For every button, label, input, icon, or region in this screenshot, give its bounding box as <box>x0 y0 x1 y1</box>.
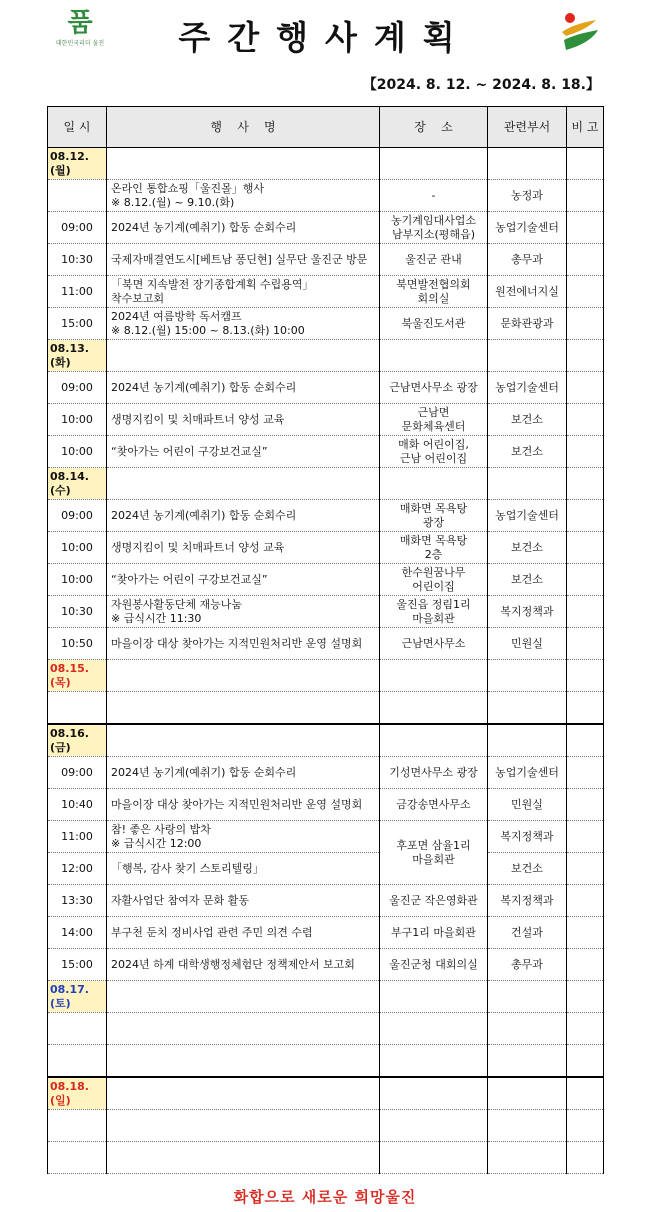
event-time: 10:40 <box>48 789 107 821</box>
event-time: 09:00 <box>48 372 107 404</box>
day-header-row <box>48 981 604 1013</box>
empty-cell <box>488 981 567 1013</box>
table-row <box>48 885 604 917</box>
empty-cell <box>380 340 488 372</box>
event-place <box>380 1110 488 1142</box>
table-row <box>48 1110 604 1142</box>
event-dept: 복지정책과 <box>488 596 567 628</box>
event-place: 근남면 문화체육센터 <box>380 404 488 436</box>
day-label: 08.16.(금) <box>48 724 107 757</box>
event-note <box>567 853 604 885</box>
event-dept: 민원실 <box>488 789 567 821</box>
schedule-period: 【2024. 8. 12. ~ 2024. 8. 18.】 <box>362 77 600 93</box>
table-row <box>48 596 604 628</box>
event-note <box>567 1013 604 1045</box>
empty-cell <box>107 468 380 500</box>
event-name: 자원봉사활동단체 재능나눔 ※ 급식시간 11:30 <box>107 596 380 628</box>
empty-cell <box>107 340 380 372</box>
event-name: 생명지킴이 및 치매파트너 양성 교육 <box>107 532 380 564</box>
event-place: 매화 어린이집, 근남 어린이집 <box>380 436 488 468</box>
day-header-row <box>48 148 604 180</box>
event-note <box>567 1142 604 1174</box>
empty-cell <box>380 1077 488 1110</box>
col-header-place: 장 소 <box>380 107 488 148</box>
event-time: 12:00 <box>48 853 107 885</box>
table-row <box>48 372 604 404</box>
empty-cell <box>107 724 380 757</box>
event-name: 「북면 지속발전 장기종합계획 수립용역」 착수보고회 <box>107 276 380 308</box>
table-row <box>48 532 604 564</box>
col-header-dept: 관련부서 <box>488 107 567 148</box>
event-time: 11:00 <box>48 821 107 853</box>
event-name <box>107 1045 380 1078</box>
empty-cell <box>567 981 604 1013</box>
event-name: 생명지킴이 및 치매파트너 양성 교육 <box>107 404 380 436</box>
event-name: 마을이장 대상 찾아가는 지적민원처리반 운영 설명회 <box>107 789 380 821</box>
col-header-datetime: 일 시 <box>48 107 107 148</box>
event-time: 09:00 <box>48 500 107 532</box>
empty-cell <box>488 660 567 692</box>
empty-cell <box>567 148 604 180</box>
page-title: 주간행사계획 <box>178 18 472 57</box>
event-time: 09:00 <box>48 757 107 789</box>
event-dept: 복지정책과 <box>488 821 567 853</box>
event-name: 2024년 농기계(예취기) 합동 순회수리 <box>107 500 380 532</box>
empty-cell <box>488 468 567 500</box>
slogan: 화합으로 새로운 희망울진 <box>233 1188 417 1206</box>
event-place <box>380 692 488 725</box>
empty-cell <box>380 468 488 500</box>
event-note <box>567 564 604 596</box>
event-dept <box>488 692 567 725</box>
empty-cell <box>107 660 380 692</box>
event-place: 근남면사무소 광장 <box>380 372 488 404</box>
event-dept: 민원실 <box>488 628 567 660</box>
event-note <box>567 180 604 212</box>
event-name: 온라인 통합쇼핑「울진몰」행사 ※ 8.12.(월) ~ 9.10.(화) <box>107 180 380 212</box>
event-place: 매화면 목욕탕 2층 <box>380 532 488 564</box>
event-note <box>567 212 604 244</box>
empty-cell <box>107 1077 380 1110</box>
event-time: 15:00 <box>48 308 107 340</box>
event-note <box>567 500 604 532</box>
event-dept <box>488 1110 567 1142</box>
event-note <box>567 404 604 436</box>
event-note <box>567 1045 604 1078</box>
col-header-event: 행 사 명 <box>107 107 380 148</box>
event-place: 북울진도서관 <box>380 308 488 340</box>
event-dept <box>488 1142 567 1174</box>
empty-cell <box>488 148 567 180</box>
event-name: 2024년 여름방학 독서캠프 ※ 8.12.(월) 15:00 ~ 8.13.(화) 10:00 <box>107 308 380 340</box>
event-place <box>380 1045 488 1078</box>
event-name: 2024년 하계 대학생행정체험단 정책제안서 보고회 <box>107 949 380 981</box>
event-dept: 보건소 <box>488 404 567 436</box>
event-note <box>567 692 604 725</box>
event-dept: 농업기술센터 <box>488 212 567 244</box>
table-row <box>48 308 604 340</box>
event-note <box>567 949 604 981</box>
day-header-row <box>48 468 604 500</box>
emblem-icon <box>556 10 602 56</box>
event-note <box>567 885 604 917</box>
empty-cell <box>567 1077 604 1110</box>
event-name: “찾아가는 어린이 구강보건교실” <box>107 436 380 468</box>
event-place <box>380 1013 488 1045</box>
event-time <box>48 1045 107 1078</box>
event-name: 2024년 농기계(예취기) 합동 순회수리 <box>107 757 380 789</box>
event-note <box>567 917 604 949</box>
event-time <box>48 1110 107 1142</box>
event-time: 10:00 <box>48 532 107 564</box>
event-note <box>567 1110 604 1142</box>
table-row <box>48 180 604 212</box>
event-note <box>567 757 604 789</box>
event-time: 10:30 <box>48 244 107 276</box>
event-name: 국제자매결연도시[베트남 퐁딘현] 실무단 울진군 방문 <box>107 244 380 276</box>
day-header-row <box>48 724 604 757</box>
event-dept: 보건소 <box>488 532 567 564</box>
event-place: 울진읍 정림1리 마을회관 <box>380 596 488 628</box>
table-row <box>48 244 604 276</box>
event-time: 09:00 <box>48 212 107 244</box>
col-header-note: 비 고 <box>567 107 604 148</box>
empty-cell <box>567 660 604 692</box>
event-dept: 건설과 <box>488 917 567 949</box>
table-row <box>48 1045 604 1078</box>
event-note <box>567 532 604 564</box>
event-time <box>48 692 107 725</box>
event-place: 울진군 작은영화관 <box>380 885 488 917</box>
table-row <box>48 789 604 821</box>
table-row <box>48 500 604 532</box>
event-time: 10:00 <box>48 404 107 436</box>
event-note <box>567 436 604 468</box>
event-time: 14:00 <box>48 917 107 949</box>
event-place: 근남면사무소 <box>380 628 488 660</box>
empty-cell <box>567 340 604 372</box>
event-dept: 농정과 <box>488 180 567 212</box>
weekly-schedule-table <box>47 106 604 1174</box>
event-note <box>567 244 604 276</box>
event-place: 농기계임대사업소 남부지소(평해읍) <box>380 212 488 244</box>
empty-cell <box>380 660 488 692</box>
empty-cell <box>107 981 380 1013</box>
event-name: 2024년 농기계(예취기) 합동 순회수리 <box>107 212 380 244</box>
event-note <box>567 372 604 404</box>
event-name: 2024년 농기계(예취기) 합동 순회수리 <box>107 372 380 404</box>
event-place: - <box>380 180 488 212</box>
event-time: 10:00 <box>48 564 107 596</box>
empty-cell <box>107 148 380 180</box>
empty-cell <box>567 724 604 757</box>
day-header-row <box>48 340 604 372</box>
empty-cell <box>380 724 488 757</box>
table-row <box>48 628 604 660</box>
event-dept: 보건소 <box>488 853 567 885</box>
day-label: 08.14.(수) <box>48 468 107 500</box>
event-name <box>107 1110 380 1142</box>
day-label: 08.15.(목) <box>48 660 107 692</box>
event-name: “찾아가는 어린이 구강보건교실” <box>107 564 380 596</box>
event-name <box>107 1013 380 1045</box>
event-place: 매화면 목욕탕 광장 <box>380 500 488 532</box>
table-row <box>48 404 604 436</box>
empty-cell <box>488 1077 567 1110</box>
event-name <box>107 1142 380 1174</box>
table-row <box>48 276 604 308</box>
table-row <box>48 212 604 244</box>
event-dept: 총무과 <box>488 244 567 276</box>
event-note <box>567 821 604 853</box>
event-place: 울진군 관내 <box>380 244 488 276</box>
event-note <box>567 789 604 821</box>
event-place: 후포면 삼율1리 마을회관 <box>380 821 488 885</box>
event-name: 참! 좋은 사랑의 밥차 ※ 급식시간 12:00 <box>107 821 380 853</box>
event-place: 기성면사무소 광장 <box>380 757 488 789</box>
logo-mark: 품 <box>67 8 93 38</box>
event-place: 한수원꿈나무 어린이집 <box>380 564 488 596</box>
event-dept: 농업기술센터 <box>488 500 567 532</box>
event-dept: 농업기술센터 <box>488 372 567 404</box>
table-row <box>48 853 604 885</box>
event-dept <box>488 1045 567 1078</box>
event-dept <box>488 1013 567 1045</box>
day-header-row <box>48 1077 604 1110</box>
event-dept: 보건소 <box>488 564 567 596</box>
event-time: 10:50 <box>48 628 107 660</box>
table-row <box>48 917 604 949</box>
event-place: 북면발전협의회 회의실 <box>380 276 488 308</box>
event-name <box>107 692 380 725</box>
event-time: 10:00 <box>48 436 107 468</box>
empty-cell <box>380 148 488 180</box>
event-place <box>380 1142 488 1174</box>
event-place: 금강송면사무소 <box>380 789 488 821</box>
logo-caption: 대한민국리더 울진 <box>55 40 105 47</box>
event-time: 15:00 <box>48 949 107 981</box>
event-place: 울진군청 대회의실 <box>380 949 488 981</box>
empty-cell <box>488 724 567 757</box>
event-name: 「행복, 감사 찾기 스토리텔링」 <box>107 853 380 885</box>
event-name: 마을이장 대상 찾아가는 지적민원처리반 운영 설명회 <box>107 628 380 660</box>
table-row <box>48 692 604 725</box>
table-row <box>48 757 604 789</box>
table-header-row <box>48 107 604 148</box>
empty-cell <box>380 981 488 1013</box>
event-time <box>48 1142 107 1174</box>
table-row <box>48 1142 604 1174</box>
event-dept: 보건소 <box>488 436 567 468</box>
event-name: 부구천 둔치 정비사업 관련 주민 의견 수렴 <box>107 917 380 949</box>
day-header-row <box>48 660 604 692</box>
table-row <box>48 821 604 853</box>
day-label: 08.17.(토) <box>48 981 107 1013</box>
event-place: 부구1리 마을회관 <box>380 917 488 949</box>
day-label: 08.18.(일) <box>48 1077 107 1110</box>
event-note <box>567 628 604 660</box>
event-dept: 총무과 <box>488 949 567 981</box>
event-note <box>567 596 604 628</box>
event-dept: 농업기술센터 <box>488 757 567 789</box>
event-name: 자활사업단 참여자 문화 활동 <box>107 885 380 917</box>
event-dept: 원전에너지실 <box>488 276 567 308</box>
event-time: 11:00 <box>48 276 107 308</box>
empty-cell <box>567 468 604 500</box>
event-time <box>48 180 107 212</box>
event-note <box>567 308 604 340</box>
table-row <box>48 564 604 596</box>
day-label: 08.13.(화) <box>48 340 107 372</box>
day-label: 08.12.(월) <box>48 148 107 180</box>
event-dept: 복지정책과 <box>488 885 567 917</box>
event-dept: 문화관광과 <box>488 308 567 340</box>
empty-cell <box>488 340 567 372</box>
event-time: 13:30 <box>48 885 107 917</box>
table-row <box>48 1013 604 1045</box>
table-row <box>48 949 604 981</box>
event-time: 10:30 <box>48 596 107 628</box>
table-row <box>48 436 604 468</box>
event-note <box>567 276 604 308</box>
event-time <box>48 1013 107 1045</box>
